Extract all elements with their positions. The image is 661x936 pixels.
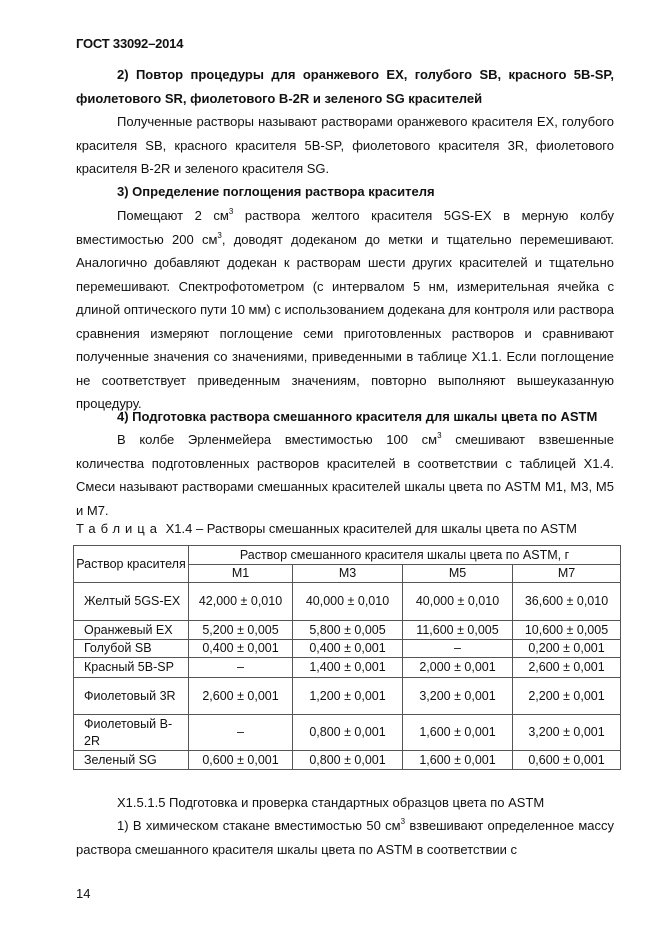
column-header: M3	[293, 565, 403, 583]
table-cell: 40,000 ± 0,010	[293, 583, 403, 621]
column-header: M5	[403, 565, 513, 583]
row-label: Оранжевый EX	[74, 621, 189, 640]
table-cell: 0,600 ± 0,001	[513, 751, 621, 770]
table-cell: 1,600 ± 0,001	[403, 715, 513, 751]
table-cell: 10,600 ± 0,005	[513, 621, 621, 640]
page-number: 14	[76, 886, 91, 901]
text-fragment: Помещают 2 см	[117, 208, 229, 223]
table-cell: 5,800 ± 0,005	[293, 621, 403, 640]
table-caption-label: Таблица	[76, 521, 162, 536]
text-fragment: взвешивают определенное массу раствора смешанного красителя шкалы цвета по ASTM в соответствии с	[76, 818, 614, 857]
table-row	[74, 583, 621, 621]
text-fragment: 1) В химическом стакане вместимостью 50 см	[117, 818, 401, 833]
table-cell: 2,000 ± 0,001	[403, 658, 513, 678]
row-label: Фиолетовый 3R	[74, 678, 189, 715]
table-cell: 3,200 ± 0,001	[513, 715, 621, 751]
table-cell: 1,400 ± 0,001	[293, 658, 403, 678]
section-3-title: 3) Определение поглощения раствора красителя	[117, 184, 435, 199]
superscript: 3	[217, 230, 222, 240]
superscript: 3	[400, 817, 406, 826]
superscript: 3	[228, 207, 234, 216]
table-cell: 0,800 ± 0,001	[293, 715, 403, 751]
table-cell: 2,200 ± 0,001	[513, 678, 621, 715]
text-fragment: смешивают взвешенные количества подготовленных растворов красителей в соответствии с таблицей X1.4. Смеси называют растворами смешанных красителей шкалы цвета по ASTM M1, M3, M5 и M7.	[76, 432, 614, 518]
row-label: Зеленый SG	[74, 751, 189, 770]
table-caption	[76, 521, 577, 536]
table-cell: 40,000 ± 0,010	[403, 583, 513, 621]
section-2-text: Полученные растворы называют растворами оранжевого красителя EX, голубого красителя SB, красного красителя 5B-SP, фиолетового красителя 3R, фиолетового красителя B-2R и зеленого красителя SG.	[76, 114, 614, 176]
table-row	[74, 658, 621, 678]
header-mixed-solution: Раствор смешанного красителя шкалы цвета по ASTM, г	[189, 546, 621, 565]
row-label: Желтый 5GS-EX	[74, 583, 189, 621]
section-5-text	[76, 814, 614, 861]
table-cell: 5,200 ± 0,005	[189, 621, 293, 640]
section-3-text	[76, 204, 614, 416]
table-row	[74, 621, 621, 640]
document-header: ГОСТ 33092–2014	[76, 36, 184, 51]
table-row	[74, 678, 621, 715]
text-fragment: , доводят додеканом до метки и тщательно перемешивают. Аналогично добавляют додекан к растворам шести других красителей и тщательно перемешивают. Спектрофотометром (с интервалом 5 нм, измерительная ячейка с длиной оптического пути 10 мм) с использованием додекана для контроля или раствора сравнения измеряют поглощение семи приготовленных растворов и сравнивают полученные значения со значениями, приведенными в таблице X1.1. Если поглощение не соответствует приведенным значениям, повторно выполняют вышеуказанную процедуру.	[76, 231, 614, 411]
table-cell: 0,400 ± 0,001	[189, 640, 293, 658]
table-cell: 1,200 ± 0,001	[293, 678, 403, 715]
table-cell: 2,600 ± 0,001	[513, 658, 621, 678]
section-2-title: 2) Повтор процедуры для оранжевого EX, голубого SB, красного 5B-SP, фиолетового SR, фиолетового B-2R и зеленого SG красителей	[76, 67, 614, 106]
section-5-title: X1.5.1.5 Подготовка и проверка стандартных образцов цвета по ASTM	[117, 795, 545, 810]
table-cell: 0,200 ± 0,001	[513, 640, 621, 658]
superscript: 3	[437, 431, 442, 440]
table-cell: 2,600 ± 0,001	[189, 678, 293, 715]
table-row	[74, 640, 621, 658]
header-dye-solution: Раствор красителя	[74, 546, 189, 583]
table-caption-text: X1.4 – Растворы смешанных красителей для шкалы цвета по ASTM	[165, 521, 577, 536]
column-header: M7	[513, 565, 621, 583]
text-fragment: раствора желтого красителя 5GS-EX в мерную колбу вместимостью 200 см	[76, 208, 614, 247]
table-row	[74, 715, 621, 751]
table-cell: 0,800 ± 0,001	[293, 751, 403, 770]
section-4-title: 4) Подготовка раствора смешанного красителя для шкалы цвета по ASTM	[117, 409, 598, 424]
table-cell: 42,000 ± 0,010	[189, 583, 293, 621]
table-cell: 1,600 ± 0,001	[403, 751, 513, 770]
table-row	[74, 751, 621, 770]
row-label: Красный 5B-SP	[74, 658, 189, 678]
table-cell: –	[403, 640, 513, 658]
section-4-text	[76, 428, 614, 522]
table-cell: 3,200 ± 0,001	[403, 678, 513, 715]
row-label: Фиолетовый B-2R	[74, 715, 189, 751]
table-cell: 11,600 ± 0,005	[403, 621, 513, 640]
table-cell: 0,400 ± 0,001	[293, 640, 403, 658]
table-cell: –	[189, 715, 293, 751]
row-label: Голубой SB	[74, 640, 189, 658]
table-cell: 0,600 ± 0,001	[189, 751, 293, 770]
dye-mix-table	[73, 545, 621, 770]
column-header: M1	[189, 565, 293, 583]
table-cell: 36,600 ± 0,010	[513, 583, 621, 621]
table-cell: –	[189, 658, 293, 678]
text-fragment: В колбе Эрленмейера вместимостью 100 см	[117, 432, 438, 447]
